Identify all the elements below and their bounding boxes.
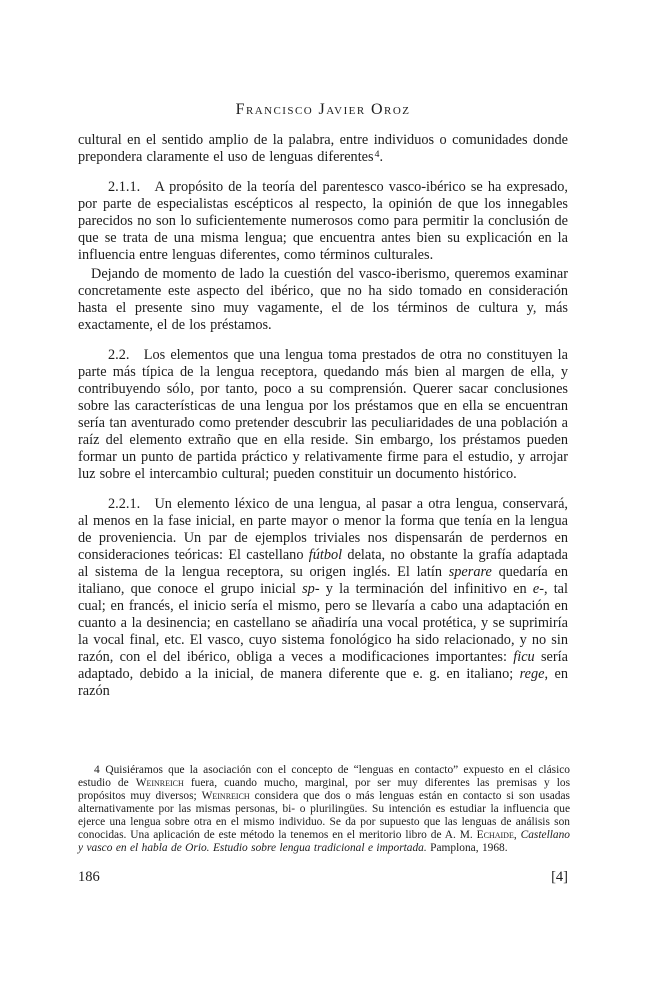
footnote-reference: 4 [374, 148, 380, 160]
text-segment: 2.1.1. A propósito de la teoría del parentesco vasco-ibérico se ha expresado, por parte de especialistas escépticos al respecto, la opinión de que los innegables parecidos no son lo suficientemente numerosos como para permitir la conclusión de que se trata de una misma lengua; que encuentra antes bien su explicación en la influencia entre lenguas diferentes, como términos culturales. [78, 179, 568, 263]
fascicle-number: [4] [551, 869, 568, 885]
text-segment: fuera, cuando mucho, marginal, por ser muy diferentes las premisas y los propósitos muy diversos; [78, 777, 570, 802]
text-segment: quedaría en italiano, que conoce el grupo inicial [78, 564, 568, 597]
text-segment: Castellano y vasco en el habla de Orio. Estudio sobre lengua tradicional e importada. [78, 829, 570, 854]
text-segment: , tal cual; en francés, el inicio sería el mismo, pero se llevaría a cabo una adaptación en cuanto a la desinencia; en castellano se añadiría una vocal protética, y se suprimiría la vocal final, etc. El vasco, cuyo sistema fonológico ha sido relacionado, y no sin razón, con el del ibérico, obliga a veces a modificaciones importantes: [78, 581, 569, 665]
text-segment: , [513, 829, 521, 841]
text-segment: , en razón [78, 666, 568, 699]
text-segment: ficu [513, 649, 535, 665]
text-segment: Pamplona, 1968. [426, 842, 508, 854]
text-segment: e- [532, 581, 544, 597]
text-segment: delata, no obstante la grafía adaptada al sistema de la lengua receptora, su origen inglés. El latín [78, 547, 568, 580]
page-footer [78, 869, 568, 886]
running-header: Francisco Javier Oroz [235, 101, 411, 118]
footnote [78, 764, 570, 855]
page-number: 186 [78, 869, 100, 885]
text-segment: sperare [448, 564, 492, 580]
paragraph [78, 347, 568, 483]
text-segment: rege [519, 666, 545, 682]
paragraph [78, 496, 568, 700]
text-segment: Weinreich [135, 777, 184, 789]
footnote-paragraph [78, 764, 570, 855]
text-segment: sería adaptado, debido a la inicial, de manera diferente que e. g. en italiano; [78, 649, 568, 682]
text-segment: Weinreich [201, 790, 250, 802]
text-segment: considera que dos o más lenguas están en contacto si son usadas alternativamente por las mismas personas, bi- o plurilingües. Su intención es estudiar la influencia que ejerce una lengua sobre otra en el mismo individuo. Se da por supuesto que las lenguas de análisis son conocidas. Una aplicación de este método la tenemos en el meritorio libro de A. M. [78, 790, 570, 841]
text-segment: Dejando de momento de lado la cuestión del vasco-iberismo, queremos examinar concretamente este aspecto del ibérico, que no ha sido tomado en consideración hasta el presente sino muy vagamente, el de los términos de cultura y, más exactamente, el de los préstamos. [78, 266, 568, 333]
text-segment: 2.2.1. Un elemento léxico de una lengua, al pasar a otra lengua, conservará, al menos en la fase inicial, en parte mayor o menor la forma que tenía en la lengua de proveniencia. Un par de ejemplos triviales nos dispensarán de perdernos en consideraciones teóricas: El castellano [78, 496, 568, 563]
text-segment: cultural en el sentido amplio de la palabra, entre individuos o comunidades donde prepondera claramente el uso de lenguas diferentes [78, 132, 568, 165]
paragraph [78, 132, 568, 166]
text-segment: y la terminación del infinitivo en [319, 581, 533, 597]
text-segment: 4 Quisiéramos que la asociación con el concepto de “lenguas en contacto” expuesto en el clásico estudio de [78, 764, 570, 789]
text-segment: Echaide [476, 829, 514, 841]
text-segment: 2.2. Los elementos que una lengua toma prestados de otra no constituyen la parte más típica de la lengua receptora, quedando más bien al margen de ella, y contribuyendo sólo, por tanto, poco a su comprensión. Querer sacar conclusiones sobre las características de una lengua por los préstamos que en ella se encuentran sería tan aventurado como pretender descubrir las peculiaridades de una población a raíz del elemento extraño que en ella reside. Sin embargo, los préstamos pueden formar un punto de partida práctico y relativamente firme para el estudio, y arrojar luz sobre el intercambio cultural; pueden constituir un documento histórico. [78, 347, 568, 482]
body-text [78, 132, 568, 700]
paragraph [78, 179, 568, 264]
text-segment: . [379, 149, 384, 165]
text-segment: fútbol [308, 547, 343, 563]
text-segment: sp- [302, 581, 320, 597]
paragraph [78, 266, 568, 334]
